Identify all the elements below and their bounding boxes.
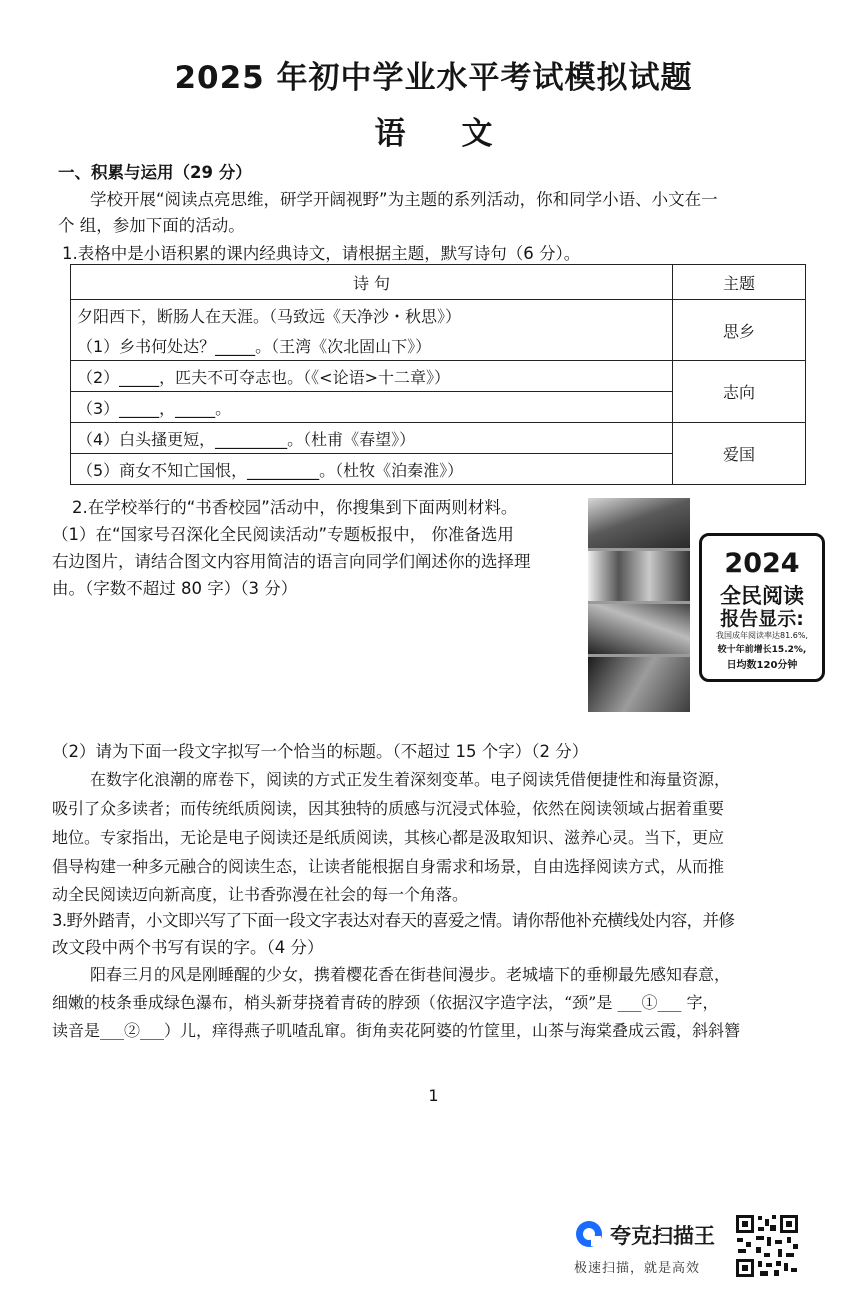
passage1-line-5: 动全民阅读迈向新高度，让书香弥漫在社会的每一个角落。 bbox=[52, 885, 469, 904]
header-poem: 诗 句 bbox=[71, 265, 673, 300]
q2-part1-line-1: （1）在“国家号召深化全民阅读活动”专题板报中， 你准备选用 bbox=[52, 525, 514, 544]
table-row bbox=[71, 300, 806, 331]
table-header-row bbox=[71, 265, 806, 300]
watermark-slogan: 极速扫描，就是高效 bbox=[574, 1261, 701, 1276]
poem-cell: （5）商女不知亡国恨，_________。（杜牧《泊秦淮》） bbox=[71, 454, 673, 485]
passage2-line-3: 读音是___②___）儿，痒得燕子叽喳乱窜。街角卖花阿婆的竹筐里，山茶与海棠叠成云霞，斜斜簪 bbox=[52, 1021, 741, 1040]
poem-cell: （4）白头搔更短，_________。（杜甫《春望》） bbox=[71, 423, 673, 454]
subject-title bbox=[0, 108, 867, 153]
theme-cell: 志向 bbox=[673, 361, 806, 423]
intro-line-1: 学校开展“阅读点亮思维，研学开阔视野”为主题的系列活动，你和同学小语、小文在一 bbox=[90, 190, 718, 209]
photo-panel-4 bbox=[588, 657, 690, 712]
badge-line-5: 日均数120分钟 bbox=[726, 660, 798, 671]
question-2: 2.在学校举行的“书香校园”活动中，你搜集到下面两则材料。 bbox=[72, 498, 518, 517]
header-theme: 主题 bbox=[673, 265, 806, 300]
section-heading: 一、积累与运用（29 分） bbox=[58, 163, 252, 182]
passage1-line-1: 在数字化浪潮的席卷下，阅读的方式正发生着深刻变革。电子阅读凭借便捷性和海量资源， bbox=[90, 770, 731, 789]
q2-part1-line-2: 右边图片，请结合图文内容用简洁的语言向同学们阐述你的选择理 bbox=[52, 552, 531, 571]
question-3-line-1: 3.野外踏青，小文即兴写了下面一段文字表达对春天的喜爱之情。请你帮他补充横线处内容，并修 bbox=[52, 911, 735, 930]
passage2-line-1: 阳春三月的风是刚睡醒的少女，携着樱花香在街巷间漫步。老城墙下的垂柳最先感知春意， bbox=[90, 965, 731, 984]
exam-title: 2025 年初中学业水平考试模拟试题 bbox=[174, 60, 693, 96]
poem-cell: （3）_____，_____。 bbox=[71, 392, 673, 423]
table-row bbox=[71, 423, 806, 454]
poem-table bbox=[70, 264, 806, 485]
watermark-brand: 夸克扫描王 bbox=[610, 1224, 715, 1248]
passage2-line-2: 细嫩的枝条垂成绿色瀑布，梢头新芽挠着青砖的脖颈（依据汉字造字法，“颈”是 ___①___ 字， bbox=[52, 993, 719, 1012]
photo-panel-3 bbox=[588, 604, 690, 654]
passage1-line-3: 地位。专家指出，无论是电子阅读还是纸质阅读，其核心都是汲取知识、滋养心灵。当下，更应 bbox=[52, 828, 725, 847]
poem-cell: （1）乡书何处达？_____。（王湾《次北固山下》） bbox=[71, 330, 673, 361]
q2-part1-line-3: 由。（字数不超过 80 字）（3 分） bbox=[52, 579, 298, 598]
badge-line-3: 我国成年阅读率达81.6%, bbox=[716, 631, 808, 640]
badge-year: 2024 bbox=[724, 548, 800, 579]
passage1-line-4: 倡导构建一种多元融合的阅读生态，让读者能根据自身需求和场景，自由选择阅读方式，从而推 bbox=[52, 857, 725, 876]
badge-line-4: 较十年前增长15.2%, bbox=[717, 645, 807, 655]
poem-cell: （2）_____，匹夫不可夺志也。（《<论语>十二章》） bbox=[71, 361, 673, 392]
subject-char-1: 语 bbox=[374, 116, 406, 152]
question-3-line-2: 改文段中两个书写有误的字。（4 分） bbox=[52, 938, 324, 957]
reading-report-badge bbox=[699, 533, 825, 682]
q2-part2: （2）请为下面一段文字拟写一个恰当的标题。（不超过 15 个字）（2 分） bbox=[52, 742, 589, 761]
subject-char-2: 文 bbox=[461, 116, 493, 152]
theme-cell: 爱国 bbox=[673, 423, 806, 485]
question-1: 1.表格中是小语积累的课内经典诗文，请根据主题，默写诗句（6 分）。 bbox=[62, 244, 581, 263]
photo-panel-2 bbox=[588, 551, 690, 601]
page-number: 1 bbox=[428, 1086, 439, 1105]
photo-panel-1 bbox=[588, 498, 690, 548]
qr-code-icon bbox=[734, 1213, 800, 1279]
intro-line-2: 个 组，参加下面的活动。 bbox=[58, 216, 245, 235]
theme-cell: 思乡 bbox=[673, 300, 806, 361]
scanner-logo-icon bbox=[574, 1219, 604, 1249]
passage1-line-2: 吸引了众多读者；而传统纸质阅读，因其独特的质感与沉浸式体验，依然在阅读领域占据着重要 bbox=[52, 799, 725, 818]
table-row bbox=[71, 361, 806, 392]
reading-photo-collage bbox=[588, 498, 690, 712]
badge-line-2: 报告显示: bbox=[720, 608, 804, 630]
badge-line-1: 全民阅读 bbox=[720, 584, 804, 608]
poem-cell: 夕阳西下，断肠人在天涯。（马致远《天净沙・秋思》） bbox=[71, 300, 673, 331]
